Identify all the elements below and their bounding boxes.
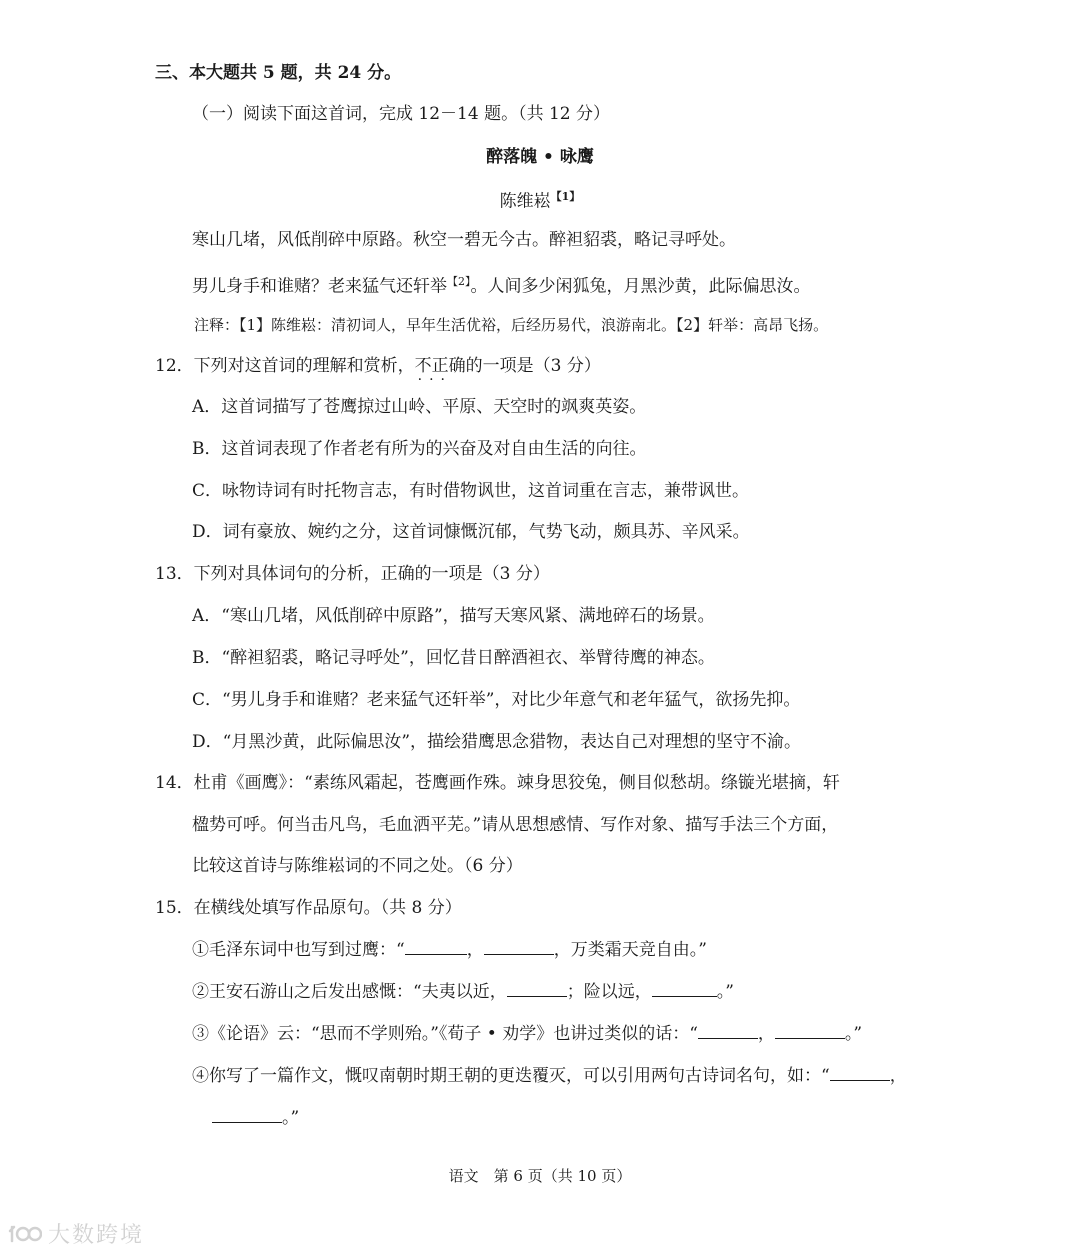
q12-option-b: B．这首词表现了作者老有所为的兴奋及对自由生活的向往。 <box>192 439 647 459</box>
q15-item-3 <box>192 1023 862 1045</box>
q15-item-2-text-c: 。” <box>716 982 734 1002</box>
q15-item-4-continued <box>212 1107 299 1129</box>
q13-option-d: D．“月黑沙黄，此际偏思汝”，描绘猎鹰思念猎物，表达自己对理想的坚守不渝。 <box>192 732 802 752</box>
answer-blank[interactable] <box>507 981 567 997</box>
q15-item-1-text-a: ①毛泽东词中也写到过鹰：“ <box>192 940 405 960</box>
q15-item-2 <box>192 981 734 1003</box>
q15-item-2-text-a: ②王安石游山之后发出感慨：“夫夷以近， <box>192 982 507 1002</box>
q13-option-c: C．“男儿身手和谁赌？老来猛气还轩举”，对比少年意气和老年猛气，欲扬先抑。 <box>192 690 801 710</box>
q13-stem: 13．下列对具体词句的分析，正确的一项是（3 分） <box>155 564 550 584</box>
q15-item-3-text-a: ③《论语》云：“思而不学则殆。”《荀子 • 劝学》也讲过类似的话：“ <box>192 1024 698 1044</box>
q15-item-4-text-b: ， <box>889 1066 907 1086</box>
watermark-logo-icon <box>8 1223 42 1245</box>
page-footer: 语文 第 6 页（共 10 页） <box>448 1167 632 1185</box>
section-heading: 三、本大题共 5 题，共 24 分。 <box>155 63 402 83</box>
poem-author <box>0 186 1080 213</box>
q12-stem-after: 的一项是（3 分） <box>465 356 601 376</box>
author-name: 陈维崧 <box>499 191 551 212</box>
q12-stem <box>155 355 601 377</box>
q13-option-a: A．“寒山几堵，风低削碎中原路”，描写天寒风紧、满地碎石的场景。 <box>192 606 715 626</box>
q14-line-2: 楹势可呼。何当击凡鸟，毛血洒平芜。”请从思想感情、写作对象、描写手法三个方面， <box>192 815 839 835</box>
q13-option-b: B．“醉袒貂裘，略记寻呼处”，回忆昔日醉酒袒衣、举臂待鹰的神态。 <box>192 648 715 668</box>
poem-line-2-mark: 【2】 <box>447 275 471 288</box>
q15-item-3-sep: ， <box>757 1024 775 1044</box>
q14-line-1: 14．杜甫《画鹰》：“素练风霜起，苍鹰画作殊。竦身思狡兔，侧目似愁胡。绦镟光堪摘，轩 <box>155 773 840 793</box>
q12-stem-emphasis: 不正确 ··· <box>415 356 466 376</box>
q15-item-4 <box>192 1065 907 1087</box>
q15-item-1 <box>192 939 707 961</box>
q12-option-d: D．词有豪放、婉约之分，这首词慷慨沉郁，气势飞动，颇具苏、辛风采。 <box>192 522 750 542</box>
q12-option-c: C．咏物诗词有时托物言志，有时借物讽世，这首词重在言志，兼带讽世。 <box>192 481 750 501</box>
q14-line-3: 比较这首诗与陈维崧词的不同之处。（6 分） <box>192 856 523 876</box>
q15-item-1-sep: ， <box>466 940 484 960</box>
answer-blank[interactable] <box>212 1107 282 1123</box>
q15-item-4-text-c: 。” <box>282 1108 300 1128</box>
q15-item-1-text-b: ，万类霜天竞自由。” <box>553 940 707 960</box>
author-note-mark: 【1】 <box>550 190 581 203</box>
answer-blank[interactable] <box>698 1023 758 1039</box>
answer-blank[interactable] <box>652 981 717 997</box>
poem-line-2-part-a: 男儿身手和谁赌？老来猛气还轩举 <box>192 276 447 297</box>
answer-blank[interactable] <box>484 939 554 955</box>
answer-blank[interactable] <box>775 1023 845 1039</box>
q15-item-4-text-a: ④你写了一篇作文，慨叹南朝时期王朝的更迭覆灭，可以引用两句古诗词名句，如：“ <box>192 1066 830 1086</box>
q12-option-a: A．这首词描写了苍鹰掠过山岭、平原、天空时的飒爽英姿。 <box>192 397 647 417</box>
answer-blank[interactable] <box>405 939 467 955</box>
poem-note: 注释：【1】陈维崧：清初词人，早年生活优裕，后经历易代，浪游南北。【2】轩举：高昂飞扬。 <box>194 316 829 334</box>
subsection-heading: （一）阅读下面这首词，完成 12－14 题。（共 12 分） <box>192 104 611 124</box>
q15-stem: 15．在横线处填写作品原句。（共 8 分） <box>155 898 462 918</box>
poem-line-1: 寒山几堵，风低削碎中原路。秋空一碧无今古。醉袒貂裘，略记寻呼处。 <box>192 230 736 250</box>
poem-line-2 <box>192 271 811 298</box>
watermark <box>8 1218 144 1249</box>
poem-title: 醉落魄 • 咏鹰 <box>486 147 594 167</box>
q15-item-3-text-b: 。” <box>844 1024 863 1044</box>
q12-stem-before: 12．下列对这首词的理解和赏析， <box>155 356 415 376</box>
answer-blank[interactable] <box>830 1065 890 1081</box>
q15-item-2-text-b: ；险以远， <box>566 982 652 1002</box>
poem-line-2-part-b: 。人间多少闲狐兔，月黑沙黄，此际偏思汝。 <box>470 276 811 297</box>
watermark-text: 大数跨境 <box>48 1223 145 1248</box>
